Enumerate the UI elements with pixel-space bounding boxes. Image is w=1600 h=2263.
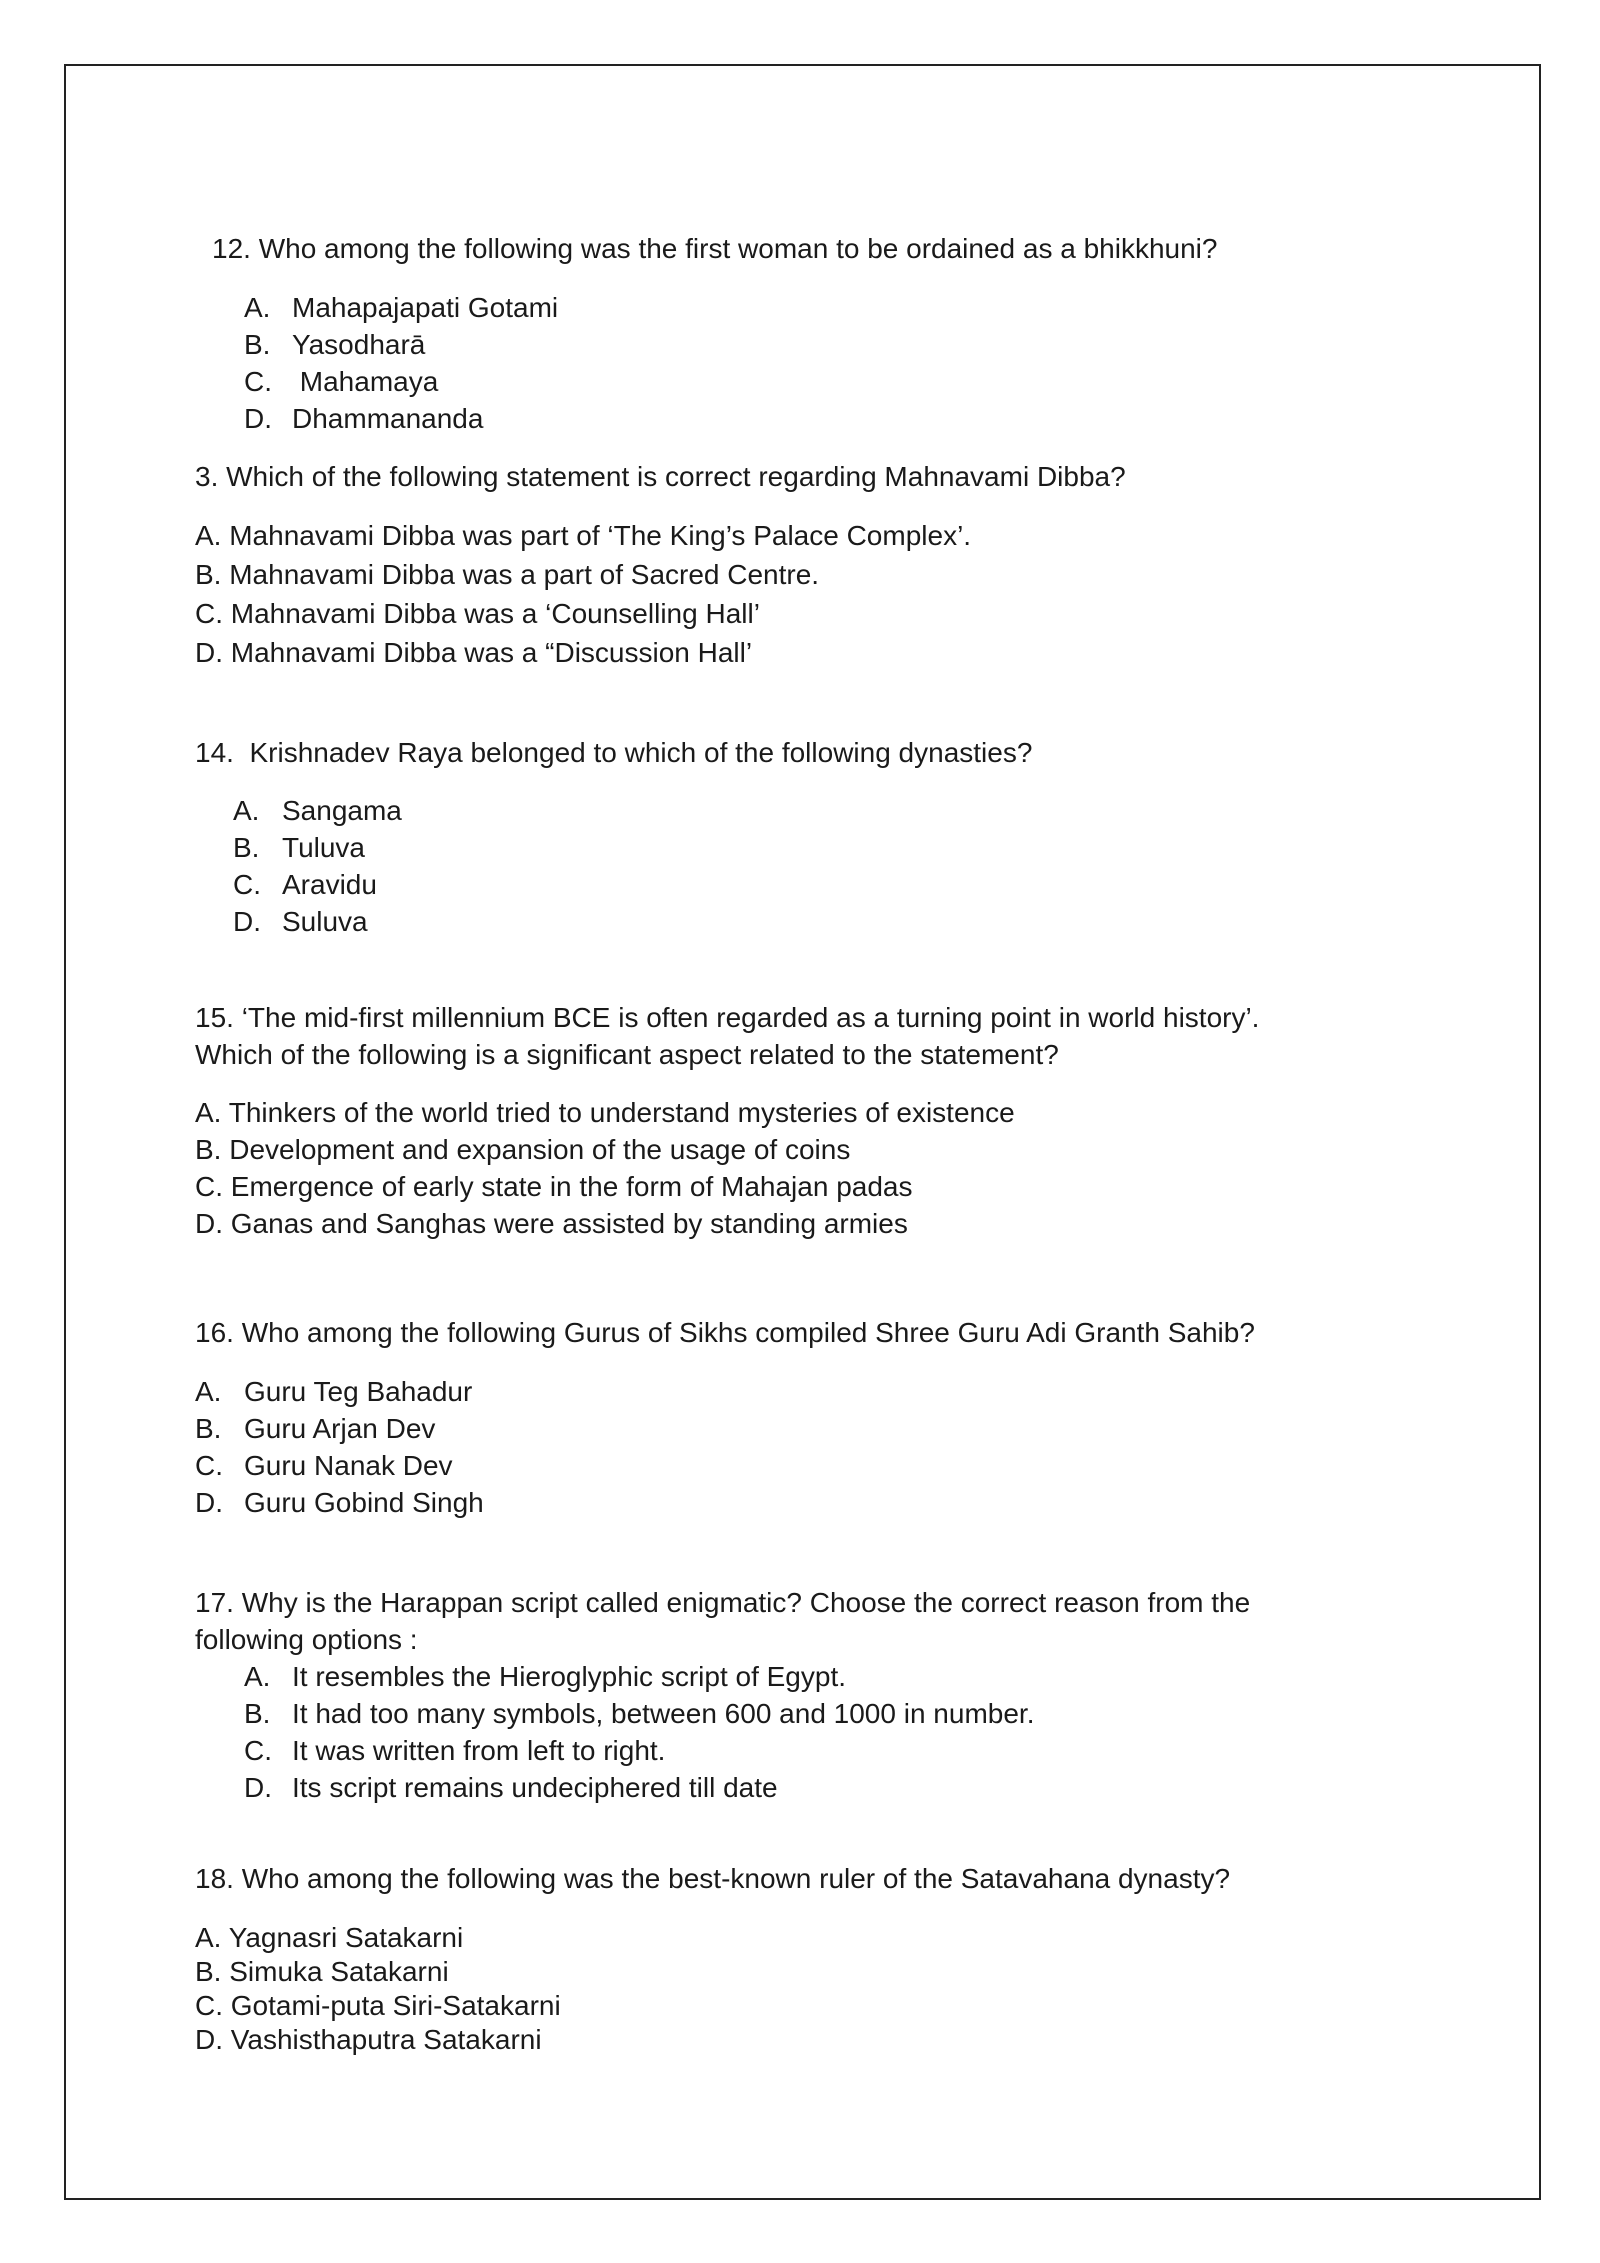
q16-option-c-letter: C. — [195, 1450, 223, 1481]
q12-option-b-text: Yasodharā — [292, 329, 426, 360]
q12-option-d-letter: D. — [244, 403, 272, 434]
q17-option-d-letter: D. — [244, 1772, 272, 1803]
q12-option-b-letter: B. — [244, 329, 271, 360]
q16-option-d-letter: D. — [195, 1487, 223, 1518]
question-13-text: 3. Which of the following statement is correct regarding Mahnavami Dibba? — [195, 461, 1126, 492]
q17-option-d-text: Its script remains undeciphered till date — [292, 1772, 778, 1803]
q13-option-d: D. Mahnavami Dibba was a “Discussion Hall’ — [195, 637, 753, 668]
question-17-line-2: following options : — [195, 1624, 418, 1655]
question-17-line-1: 17. Why is the Harappan script called enigmatic? Choose the correct reason from the — [195, 1587, 1251, 1618]
q18-option-d: D. Vashisthaputra Satakarni — [195, 2024, 542, 2055]
q12-option-c-text: Mahamaya — [292, 366, 439, 397]
q15-option-d: D. Ganas and Sanghas were assisted by standing armies — [195, 1208, 908, 1239]
q17-option-b-text: It had too many symbols, between 600 and 1000 in number. — [292, 1698, 1035, 1729]
q14-option-d-text: Suluva — [282, 906, 368, 937]
question-15-line-1: 15. ‘The mid-first millennium BCE is often regarded as a turning point in world history’. — [195, 1002, 1260, 1033]
q16-option-a-letter: A. — [195, 1376, 222, 1407]
question-16-text: 16. Who among the following Gurus of Sikhs compiled Shree Guru Adi Granth Sahib? — [195, 1317, 1255, 1348]
q15-option-a: A. Thinkers of the world tried to understand mysteries of existence — [195, 1097, 1015, 1128]
q12-option-c-letter: C. — [244, 366, 272, 397]
q16-option-c-text: Guru Nanak Dev — [244, 1450, 453, 1481]
q12-option-a-text: Mahapajapati Gotami — [292, 292, 559, 323]
question-14-text: 14. Krishnadev Raya belonged to which of the following dynasties? — [195, 737, 1033, 768]
q14-option-d-letter: D. — [233, 906, 261, 937]
q17-option-a-letter: A. — [244, 1661, 271, 1692]
q18-option-c: C. Gotami-puta Siri-Satakarni — [195, 1990, 561, 2021]
q13-option-b: B. Mahnavami Dibba was a part of Sacred Centre. — [195, 559, 820, 590]
q13-option-c: C. Mahnavami Dibba was a ‘Counselling Hall’ — [195, 598, 760, 629]
q14-option-c-letter: C. — [233, 869, 261, 900]
q17-option-b-letter: B. — [244, 1698, 271, 1729]
question-18-text: 18. Who among the following was the best-known ruler of the Satavahana dynasty? — [195, 1863, 1231, 1894]
q16-option-d-text: Guru Gobind Singh — [244, 1487, 484, 1518]
q13-option-a: A. Mahnavami Dibba was part of ‘The King’s Palace Complex’. — [195, 520, 972, 551]
q16-option-b-letter: B. — [195, 1413, 222, 1444]
q17-option-c-text: It was written from left to right. — [292, 1735, 666, 1766]
question-12-text: 12. Who among the following was the first woman to be ordained as a bhikkhuni? — [212, 233, 1218, 264]
q14-option-a-letter: A. — [233, 795, 260, 826]
q16-option-a-text: Guru Teg Bahadur — [244, 1376, 473, 1407]
q18-option-b: B. Simuka Satakarni — [195, 1956, 449, 1987]
q12-option-a-letter: A. — [244, 292, 271, 323]
q17-option-c-letter: C. — [244, 1735, 272, 1766]
q16-option-b-text: Guru Arjan Dev — [244, 1413, 436, 1444]
q14-option-b-letter: B. — [233, 832, 260, 863]
q14-option-b-text: Tuluva — [282, 832, 366, 863]
question-15-line-2: Which of the following is a significant aspect related to the statement? — [195, 1039, 1059, 1070]
q15-option-c: C. Emergence of early state in the form of Mahajan padas — [195, 1171, 913, 1202]
q15-option-b: B. Development and expansion of the usage of coins — [195, 1134, 851, 1165]
q14-option-a-text: Sangama — [282, 795, 402, 826]
q17-option-a-text: It resembles the Hieroglyphic script of Egypt. — [292, 1661, 847, 1692]
q18-option-a: A. Yagnasri Satakarni — [195, 1922, 464, 1953]
q14-option-c-text: Aravidu — [282, 869, 377, 900]
q12-option-d-text: Dhammananda — [292, 403, 484, 434]
